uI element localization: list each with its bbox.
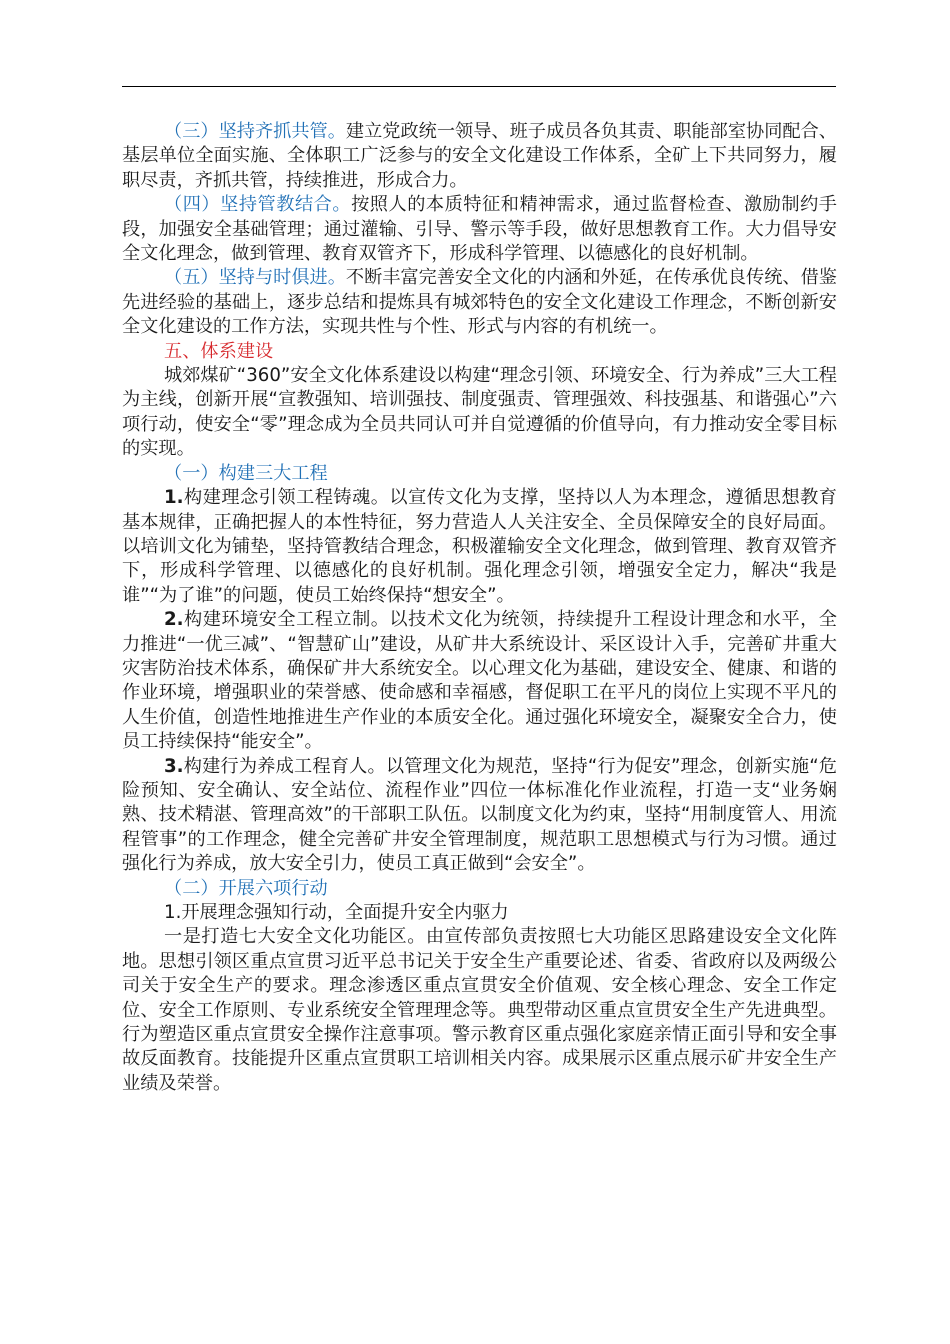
paragraph-heading: （五）坚持与时俱进。	[164, 267, 346, 289]
section-title: 五、体系建设	[164, 340, 274, 362]
item-number: 1.	[164, 487, 184, 509]
item-number: 3.	[164, 755, 184, 777]
paragraph-text: 构建理念引领工程铸魂。以宣传文化为支撑，坚持以人为本理念，遵循思想教育基本规律，正确把握人的本性特征，努力营造人人关注安全、全员保障安全的良好局面。以培训文化为铺垫，坚持管教结合理念，积极灌输安全文化理念，做到管理、教育双管齐下，形成科学管理、以德感化的良好机制。强化理念引领，增强安全定力，解决“我是谁”“为了谁”的问题，使员工始终保持“想安全”。	[122, 487, 837, 606]
item-number: 1.	[164, 902, 182, 923]
paragraph-text: 按照人的本质特征和精神需求，通过监督检查、激励制约手段，加强安全基础管理；通过灌输、引导、警示等手段，做好思想教育工作。大力倡导安全文化理念，做到管理、教育双管齐下，形成科学管理、以德感化的良好机制。	[122, 194, 837, 265]
paragraph	[122, 755, 837, 877]
subsection-title: （二）开展六项行动	[164, 877, 328, 899]
paragraph	[122, 120, 837, 193]
paragraph	[122, 925, 837, 1096]
section-heading	[122, 340, 837, 364]
subsection-heading	[122, 877, 837, 901]
paragraph-text: 建立党政统一领导、班子成员各负其责、职能部室协同配合、基层单位全面实施、全体职工广泛参与的安全文化建设工作体系，全矿上下共同努力，履职尽责，齐抓共管，持续推进，形成合力。	[122, 121, 837, 191]
paragraph-heading: （三）坚持齐抓共管。	[164, 121, 346, 142]
paragraph-text: 构建行为养成工程育人。以管理文化为规范，坚持“行为促安”理念，创新实施“危险预知、安全确认、安全站位、流程作业”四位一体标准化作业流程，打造一支“业务娴熟、技术精湛、管理高效”的干部职工队伍。以制度文化为约束，坚持“用制度管人、用流程管事”的工作理念，健全完善矿井安全管理制度，规范职工思想模式与行为习惯。通过强化行为养成，放大安全引力，使员工真正做到“会安全”。	[122, 755, 837, 875]
paragraph	[122, 901, 837, 925]
paragraph	[122, 193, 837, 266]
document-body	[122, 120, 837, 1096]
paragraph-text: 不断丰富完善安全文化的内涵和外延，在传承优良传统、借鉴先进经验的基础上，逐步总结和提炼具有城郊特色的安全文化建设工作理念，不断创新安全文化建设的工作方法，实现共性与个性、形式与内容的有机统一。	[122, 267, 837, 338]
paragraph-heading: （四）坚持管教结合。	[164, 194, 352, 216]
item-number: 2.	[164, 609, 184, 631]
paragraph-text: 一是打造七大安全文化功能区。由宣传部负责按照七大功能区思路建设安全文化阵地。思想引领区重点宣贯习近平总书记关于安全生产重要论述、省委、省政府以及两级公司关于安全生产的要求。理念渗透区重点宣贯安全价值观、安全核心理念、安全工作定位、安全工作原则、专业系统安全管理理念等。典型带动区重点宣贯安全生产先进典型。行为塑造区重点宣贯安全操作注意事项。警示教育区重点强化家庭亲情正面引导和安全事故反面教育。技能提升区重点宣贯职工培训相关内容。成果展示区重点展示矿井安全生产业绩及荣誉。	[122, 926, 837, 1094]
subsection-heading	[122, 462, 837, 486]
paragraph	[122, 266, 837, 339]
paragraph-text: 城郊煤矿“360”安全文化体系建设以构建“理念引领、环境安全、行为养成”三大工程为主线，创新开展“宣教强知、培训强技、制度强责、管理强效、科技强基、和谐强心”六项行动，使安全“零”理念成为全员共同认可并自觉遵循的价值导向，有力推动安全零目标的实现。	[122, 365, 837, 460]
header-rule	[122, 86, 836, 87]
subsection-title: （一）构建三大工程	[164, 462, 328, 484]
paragraph	[122, 486, 837, 608]
paragraph	[122, 608, 837, 754]
paragraph	[122, 364, 837, 462]
paragraph-text: 开展理念强知行动，全面提升安全内驱力	[181, 902, 509, 923]
paragraph-text: 构建环境安全工程立制。以技术文化为统领，持续提升工程设计理念和水平，全力推进“一优三减”、“智慧矿山”建设，从矿井大系统设计、采区设计入手，完善矿井重大灾害防治技术体系，确保矿井大系统安全。以心理文化为基础，建设安全、健康、和谐的作业环境，增强职业的荣誉感、使命感和幸福感，督促职工在平凡的岗位上实现不平凡的人生价值，创造性地推进生产作业的本质安全化。通过强化环境安全，凝聚安全合力，使员工持续保持“能安全”。	[122, 609, 837, 753]
